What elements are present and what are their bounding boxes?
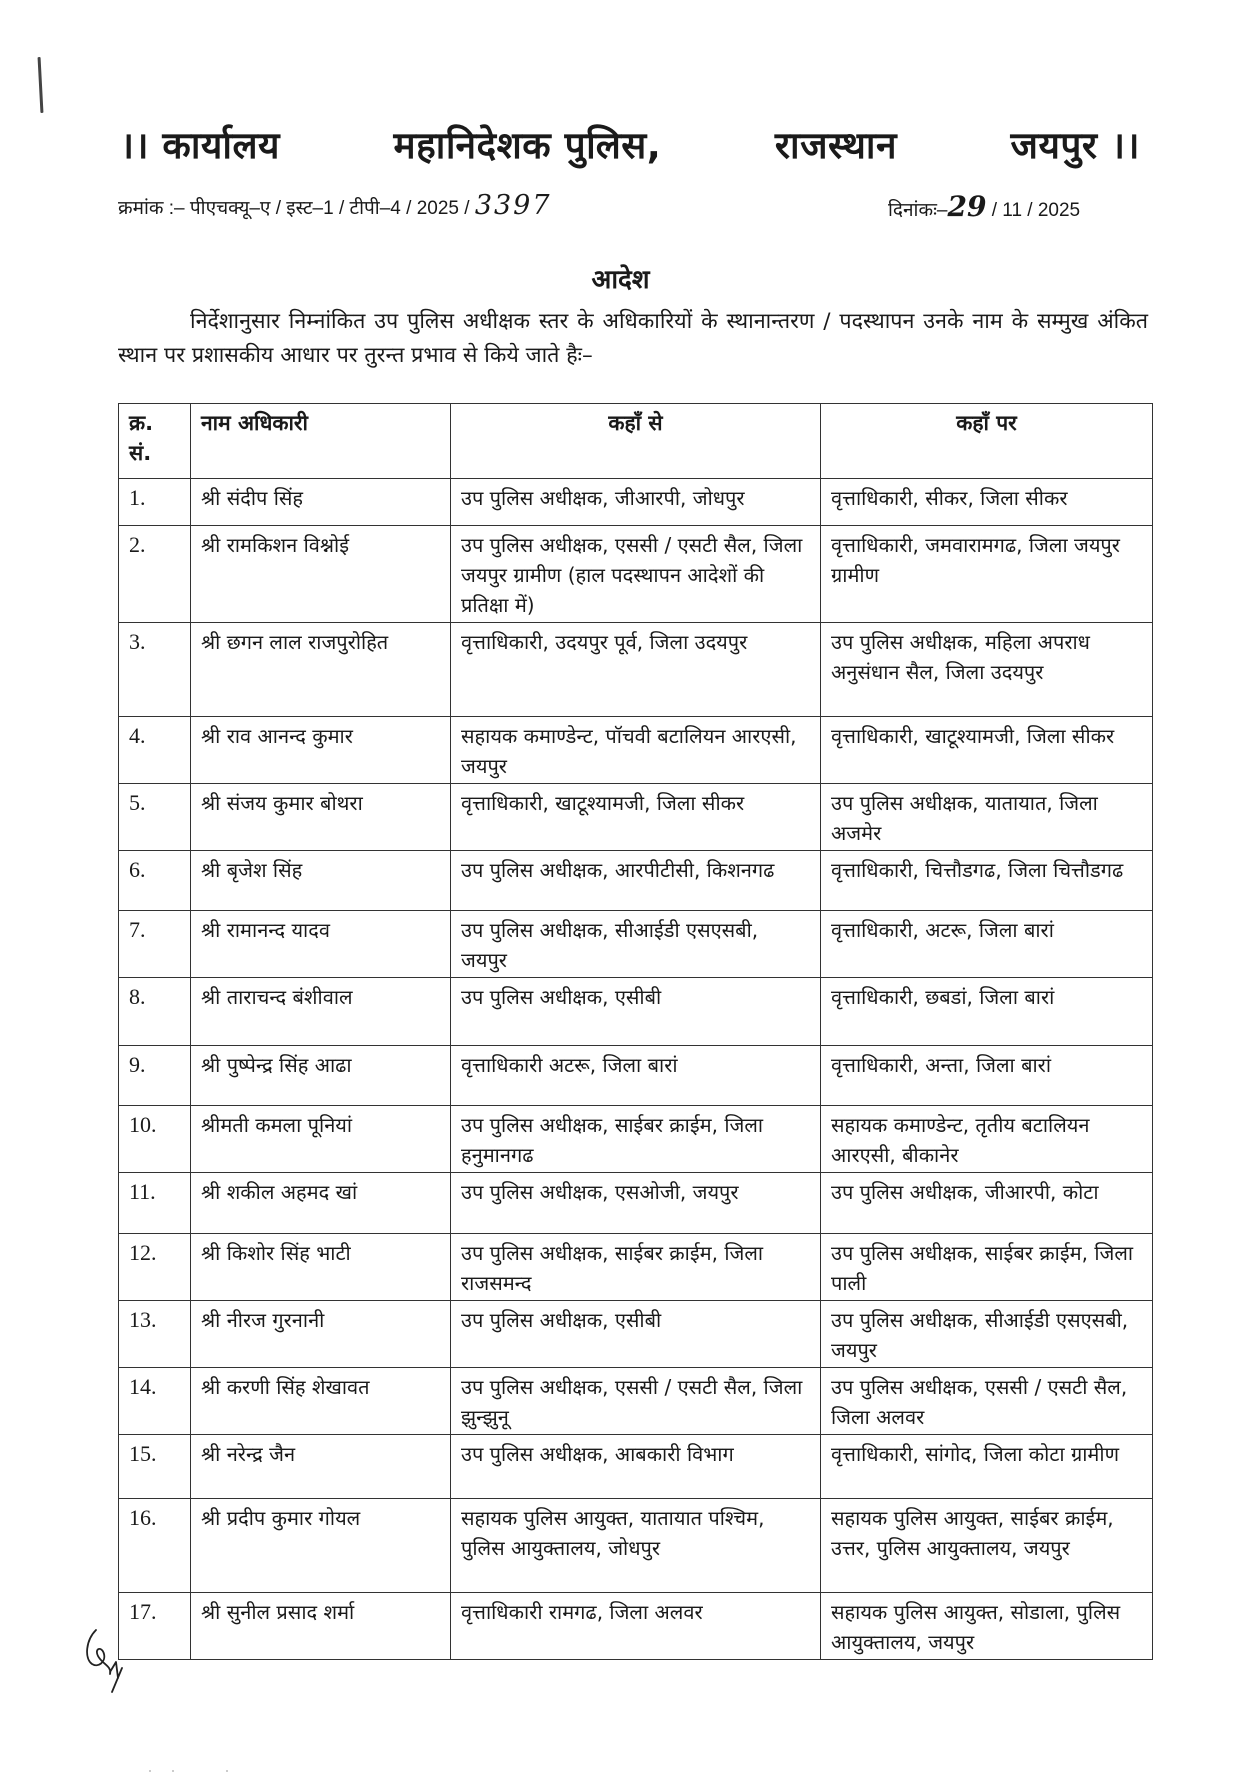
cell-officer-name: श्री राव आनन्द कुमार <box>191 717 451 784</box>
cell-officer-name: श्री प्रदीप कुमार गोयल <box>191 1499 451 1593</box>
cell-to-post: वृत्ताधिकारी, अटरू, जिला बारां <box>821 911 1153 978</box>
title-part: राजस्थान <box>774 124 897 167</box>
cell-officer-name: श्री नरेन्द्र जैन <box>191 1435 451 1499</box>
cell-sno: 16. <box>119 1499 191 1593</box>
cell-officer-name: श्री करणी सिंह शेखावत <box>191 1368 451 1435</box>
table-row <box>119 784 1153 851</box>
reference-line <box>118 186 1158 222</box>
header-to: कहाँ पर <box>821 404 1153 479</box>
scan-speck <box>172 1770 174 1772</box>
cell-sno: 9. <box>119 1046 191 1106</box>
cell-from-post: उप पुलिस अधीक्षक, एससी / एसटी सैल, जिला झुन्झुनू <box>451 1368 821 1435</box>
cell-sno: 6. <box>119 851 191 911</box>
header-name: नाम अधिकारी <box>191 404 451 479</box>
cell-to-post: उप पुलिस अधीक्षक, महिला अपराध अनुसंधान सैल, जिला उदयपुर <box>821 623 1153 717</box>
table-row <box>119 717 1153 784</box>
cell-to-post: उप पुलिस अधीक्षक, साईबर क्राईम, जिला पाली <box>821 1234 1153 1301</box>
cell-to-post: वृत्ताधिकारी, सांगोद, जिला कोटा ग्रामीण <box>821 1435 1153 1499</box>
cell-officer-name: श्री छगन लाल राजपुरोहित <box>191 623 451 717</box>
order-date <box>888 190 1080 223</box>
order-body: निर्देशानुसार निम्नांकित उप पुलिस अधीक्षक स्तर के अधिकारियों के स्थानान्तरण / पदस्थापन उनके नाम के सम्मुख अंकित स्थान पर प्रशासकीय आधार पर तुरन्त प्रभाव से किये जाते हैः– <box>118 309 1148 368</box>
cell-sno: 17. <box>119 1593 191 1660</box>
scan-speck <box>226 1770 228 1772</box>
table-row <box>119 1173 1153 1234</box>
cell-sno: 14. <box>119 1368 191 1435</box>
date-day: 29 <box>947 190 987 223</box>
cell-sno: 1. <box>119 479 191 526</box>
cell-from-post: उप पुलिस अधीक्षक, आरपीटीसी, किशनगढ <box>451 851 821 911</box>
table-row <box>119 623 1153 717</box>
cell-officer-name: श्री रामानन्द यादव <box>191 911 451 978</box>
order-heading: आदेश <box>591 265 650 295</box>
cell-to-post: सहायक कमाण्डेन्ट, तृतीय बटालियन आरएसी, बीकानेर <box>821 1106 1153 1173</box>
table-row <box>119 1046 1153 1106</box>
table-row <box>119 1435 1153 1499</box>
cell-officer-name: श्री पुष्पेन्द्र सिंह आढा <box>191 1046 451 1106</box>
cell-sno: 12. <box>119 1234 191 1301</box>
margin-pen-mark <box>38 57 44 113</box>
cell-to-post: वृत्ताधिकारी, छबडां, जिला बारां <box>821 978 1153 1046</box>
cell-from-post: उप पुलिस अधीक्षक, एसीबी <box>451 1301 821 1368</box>
cell-sno: 5. <box>119 784 191 851</box>
cell-officer-name: श्री रामकिशन विश्नोई <box>191 526 451 623</box>
cell-to-post: वृत्ताधिकारी, सीकर, जिला सीकर <box>821 479 1153 526</box>
cell-from-post: सहायक पुलिस आयुक्त, यातायात पश्चिम, पुलिस आयुक्तालय, जोधपुर <box>451 1499 821 1593</box>
cell-sno: 3. <box>119 623 191 717</box>
cell-officer-name: श्री संजय कुमार बोथरा <box>191 784 451 851</box>
cell-officer-name: श्री नीरज गुरनानी <box>191 1301 451 1368</box>
cell-sno: 8. <box>119 978 191 1046</box>
cell-to-post: सहायक पुलिस आयुक्त, साईबर क्राईम, उत्तर, पुलिस आयुक्तालय, जयपुर <box>821 1499 1153 1593</box>
office-title <box>120 118 1140 169</box>
cell-from-post: वृत्ताधिकारी, खाटूश्यामजी, जिला सीकर <box>451 784 821 851</box>
date-label: दिनांकः– <box>888 200 948 221</box>
title-part: जयपुर ।। <box>1010 124 1140 167</box>
cell-to-post: वृत्ताधिकारी, चित्तौडगढ, जिला चित्तौडगढ <box>821 851 1153 911</box>
table-row <box>119 1593 1153 1660</box>
signature-initials <box>82 1622 152 1694</box>
table-row <box>119 851 1153 911</box>
cell-officer-name: श्री सुनील प्रसाद शर्मा <box>191 1593 451 1660</box>
cell-sno: 13. <box>119 1301 191 1368</box>
transfer-table <box>118 403 1153 1660</box>
scan-speck <box>149 1770 151 1772</box>
table-row <box>119 1368 1153 1435</box>
table-header-row <box>119 404 1153 479</box>
cell-sno: 2. <box>119 526 191 623</box>
table-row <box>119 1234 1153 1301</box>
order-ref-number: 3397 <box>474 190 552 221</box>
cell-to-post: वृत्ताधिकारी, खाटूश्यामजी, जिला सीकर <box>821 717 1153 784</box>
table-row <box>119 911 1153 978</box>
cell-sno: 7. <box>119 911 191 978</box>
cell-from-post: वृत्ताधिकारी अटरू, जिला बारां <box>451 1046 821 1106</box>
table-row <box>119 526 1153 623</box>
cell-from-post: उप पुलिस अधीक्षक, सीआईडी एसएसबी, जयपुर <box>451 911 821 978</box>
cell-from-post: सहायक कमाण्डेन्ट, पॉचवी बटालियन आरएसी, जयपुर <box>451 717 821 784</box>
cell-officer-name: श्री संदीप सिंह <box>191 479 451 526</box>
order-ref-label: क्रमांक :– पीएचक्यू–ए / इस्ट–1 / टीपी–4 / 2025 / <box>118 198 470 219</box>
cell-sno: 15. <box>119 1435 191 1499</box>
cell-sno: 11. <box>119 1173 191 1234</box>
table-row <box>119 978 1153 1046</box>
cell-to-post: उप पुलिस अधीक्षक, यातायात, जिला अजमेर <box>821 784 1153 851</box>
cell-to-post: वृत्ताधिकारी, अन्ता, जिला बारां <box>821 1046 1153 1106</box>
cell-to-post: सहायक पुलिस आयुक्त, सोडाला, पुलिस आयुक्तालय, जयपुर <box>821 1593 1153 1660</box>
cell-to-post: उप पुलिस अधीक्षक, सीआईडी एसएसबी, जयपुर <box>821 1301 1153 1368</box>
cell-from-post: उप पुलिस अधीक्षक, साईबर क्राईम, जिला राजसमन्द <box>451 1234 821 1301</box>
cell-from-post: उप पुलिस अधीक्षक, एसओजी, जयपुर <box>451 1173 821 1234</box>
cell-sno: 4. <box>119 717 191 784</box>
cell-officer-name: श्री शकील अहमद खां <box>191 1173 451 1234</box>
cell-officer-name: श्री बृजेश सिंह <box>191 851 451 911</box>
cell-to-post: उप पुलिस अधीक्षक, एससी / एसटी सैल, जिला अलवर <box>821 1368 1153 1435</box>
date-rest: / 11 / 2025 <box>991 200 1081 221</box>
title-part: महानिदेशक पुलिस, <box>393 124 662 167</box>
order-reference <box>118 190 552 221</box>
cell-from-post: उप पुलिस अधीक्षक, एससी / एसटी सैल, जिला जयपुर ग्रामीण (हाल पदस्थापन आदेशों की प्रतिक्षा में) <box>451 526 821 623</box>
cell-from-post: वृत्ताधिकारी रामगढ, जिला अलवर <box>451 1593 821 1660</box>
cell-officer-name: श्रीमती कमला पूनियां <box>191 1106 451 1173</box>
table-row <box>119 1106 1153 1173</box>
header-from: कहाँ से <box>451 404 821 479</box>
cell-to-post: उप पुलिस अधीक्षक, जीआरपी, कोटा <box>821 1173 1153 1234</box>
cell-from-post: उप पुलिस अधीक्षक, जीआरपी, जोधपुर <box>451 479 821 526</box>
header-sno: क्र. सं. <box>119 404 191 479</box>
table-row <box>119 479 1153 526</box>
cell-from-post: उप पुलिस अधीक्षक, साईबर क्राईम, जिला हनुमानगढ <box>451 1106 821 1173</box>
cell-officer-name: श्री किशोर सिंह भाटी <box>191 1234 451 1301</box>
cell-officer-name: श्री ताराचन्द बंशीवाल <box>191 978 451 1046</box>
cell-to-post: वृत्ताधिकारी, जमवारामगढ, जिला जयपुर ग्रामीण <box>821 526 1153 623</box>
cell-from-post: उप पुलिस अधीक्षक, एसीबी <box>451 978 821 1046</box>
table-row <box>119 1301 1153 1368</box>
table-row <box>119 1499 1153 1593</box>
cell-from-post: वृत्ताधिकारी, उदयपुर पूर्व, जिला उदयपुर <box>451 623 821 717</box>
cell-from-post: उप पुलिस अधीक्षक, आबकारी विभाग <box>451 1435 821 1499</box>
title-part: ।। कार्यालय <box>120 124 281 167</box>
cell-sno: 10. <box>119 1106 191 1173</box>
